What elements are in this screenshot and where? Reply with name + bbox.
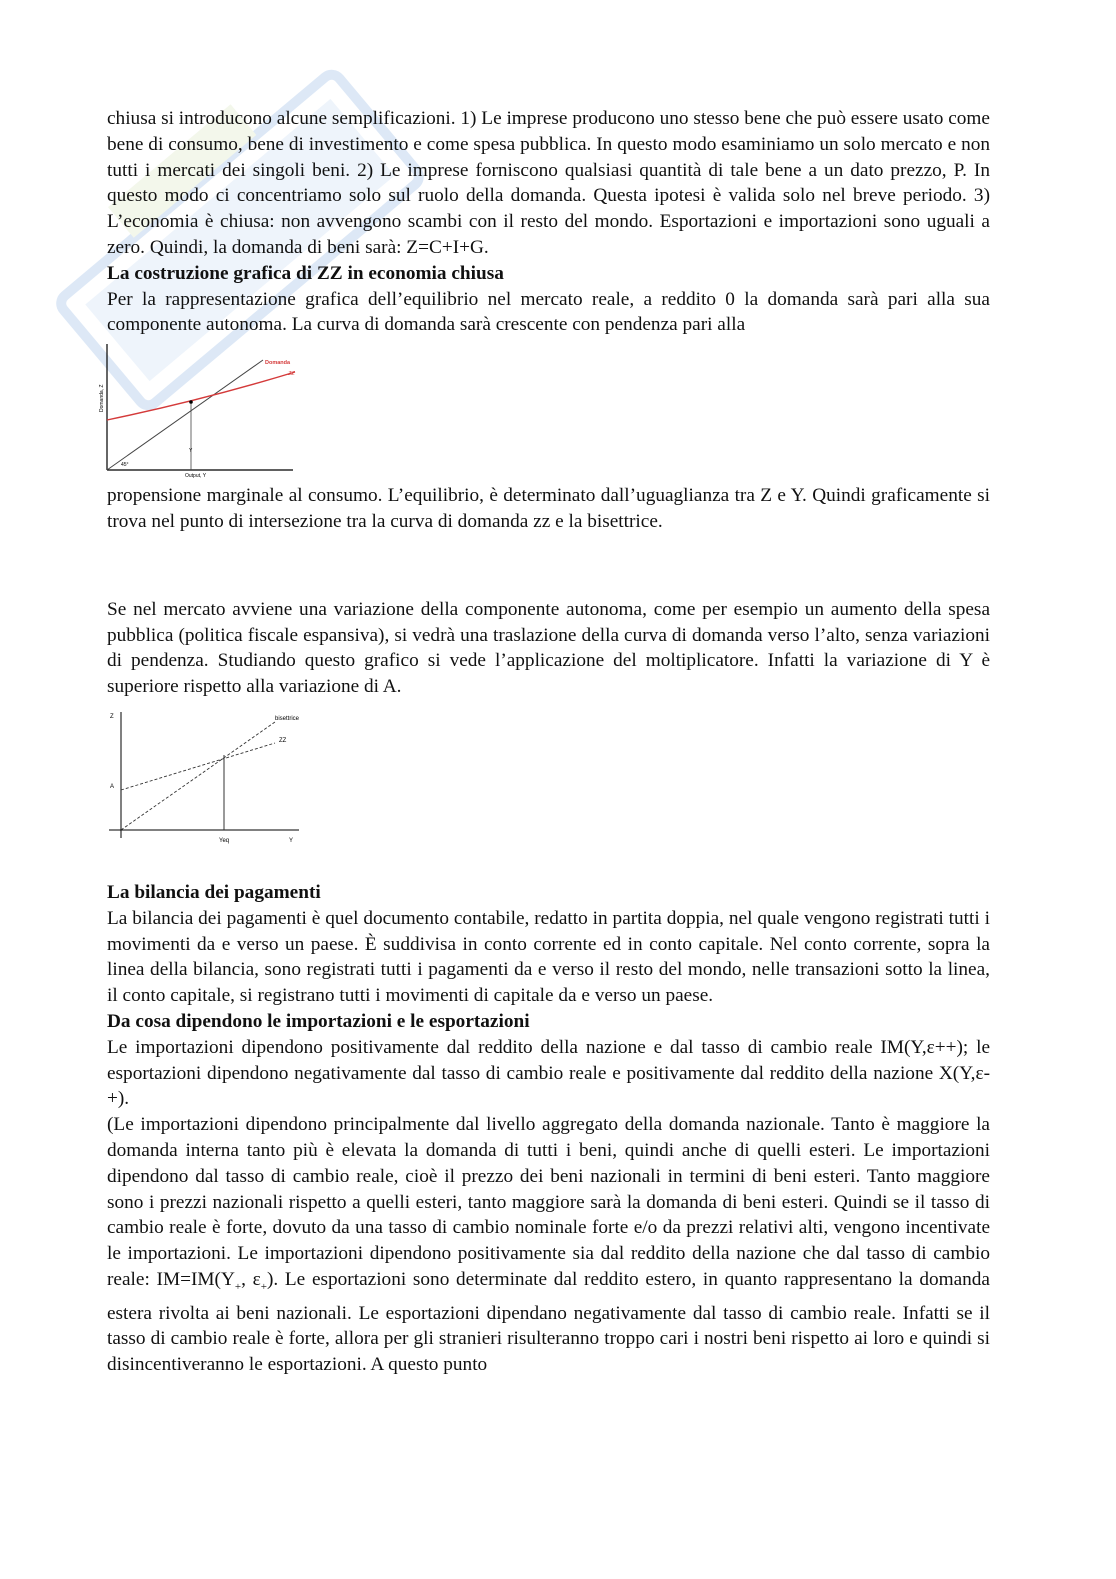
fig1-curve-label-zz: ZZ <box>288 371 295 378</box>
fig1-ylabel: Domanda, Z <box>99 384 105 413</box>
paragraph-rappresentazione: Per la rappresentazione grafica dell’equilibrio nel mercato reale, a reddito 0 la domanda sarà pari alla sua componente autonoma. La curva di domanda sarà crescente con pendenza pari alla <box>107 288 990 336</box>
document-page <box>99 106 990 1378</box>
paragraph-variazione-autonoma: Se nel mercato avviene una variazione della componente autonoma, come per esempio un aumento della spesa pubblica (politica fiscale espansiva), si vedrà una traslazione della curva di domanda verso l’alto, senza variazioni di pendenza. Studiando questo grafico si vede l’applicazione del moltiplicatore. Infatti la variazione di Y è superiore rispetto alla variazione di A. <box>107 598 990 698</box>
p7-part-b: ). Le esportazioni sono determinate dal reddito estero, in quanto rappresentano la domanda estera rivolta ai beni nazionali. Le esportazioni dipendano negativamente dal tasso di cambio reale. Infatti se il tasso di cambio reale è forte, allora per gli stranieri risulteranno troppo cari i nostri beni rispetto ai loro e quindi si disincentiveranno le esportazioni. A questo punto <box>107 1268 990 1376</box>
fig2-intercept-label: A <box>110 783 115 790</box>
p7-mid: , ε <box>241 1268 261 1290</box>
fig1-curve-label-domanda: Domanda <box>265 360 291 367</box>
fig1-xlabel: Output, Y <box>185 473 207 480</box>
fig2-eq-label: Yeq <box>219 837 230 844</box>
paragraph-bilancia: La bilancia dei pagamenti è quel documento contabile, redatto in partita doppia, nel quale vengono registrati tutti i movimenti da e verso un paese. È suddivisa in conto corrente ed in conto capitale. Nel conto corrente, sopra la linea della bilancia, sono registrati tutti i pagamenti da e verso il resto del mondo, nelle transazioni sotto la linea, il conto capitale, si registrano tutti i movimenti di capitale da e verso un paese. <box>107 907 990 1007</box>
figure-demand-zz <box>99 342 298 480</box>
heading-importazioni-esportazioni: Da cosa dipendono le importazioni e le esportazioni <box>107 1010 530 1032</box>
heading-bilancia-pagamenti: La bilancia dei pagamenti <box>107 881 321 903</box>
figure-multiplier <box>107 708 307 848</box>
fig1-equilibrium-point <box>189 400 193 404</box>
fig2-xlabel: Y <box>289 837 294 844</box>
paragraph-equilibrio: propensione marginale al consumo. L’equilibrio, è determinato dall’uguaglianza tra Z e Y. Quindi graficamente si trova nel punto di intersezione tra la curva di domanda zz e la bisettrice. <box>107 485 990 532</box>
p7-sub-y: + <box>234 1280 242 1293</box>
fig1-point-label: Y <box>189 448 193 455</box>
paragraph-semplificazioni: chiusa si introducono alcune semplificazioni. 1) Le imprese producono uno stesso bene che può essere usato come bene di consumo, bene di investimento e come spesa pubblica. In questo modo esaminiamo un solo mercato e non tutti i mercati dei singoli beni. 2) Le imprese forniscono qualsiasi quantità di tale bene a un dato prezzo, P. In questo modo ci concentriamo solo sul ruolo della domanda. Questa ipotesi è valida solo nel breve periodo. 3) L’economia è chiusa: non avvengono scambi con il resto del mondo. Esportazioni e importazioni sono uguali a zero. Quindi, la domanda di beni sarà: Z=C+I+G. <box>107 108 990 258</box>
fig2-bisector-label: bisettrice <box>275 715 300 722</box>
fig2-ylabel: Z <box>110 713 114 720</box>
paragraph-dipendenze: Le importazioni dipendono positivamente dal reddito della nazione e dal tasso di cambio reale IM(Y,ε++); le esportazioni dipendono negativamente dal tasso di cambio reale e positivamente dal reddito della nazione X(Y,ε-+). <box>107 1036 990 1110</box>
fig2-bisector-line <box>121 722 275 830</box>
fig2-zz-line <box>121 743 275 790</box>
fig1-angle-label: 45° <box>121 462 129 469</box>
heading-costruzione-zz: La costruzione grafica di ZZ in economia chiusa <box>107 262 504 284</box>
paragraph-importazioni-dettaglio <box>107 1112 990 1378</box>
fig2-zz-label: ZZ <box>279 737 287 744</box>
p7-part-a: (Le importazioni dipendono principalmente dal livello aggregato della domanda nazionale. Tanto è maggiore la domanda interna tanto più è elevata la domanda di tutti i beni, quindi anche di quelli esteri. Le importazioni dipendono dal tasso di cambio reale, cioè il prezzo dei beni nazionali in termini di beni esteri. Tanto maggiore sono i prezzi nazionali rispetto a quelli esteri, tanto maggiore sarà la domanda di beni esteri. Quindi se il tasso di cambio reale è forte, dovuto da una tasso di cambio nominale forte e/o da prezzi relativi alti, vengono incentivate le importazioni. Le importazioni dipendono positivamente sia dal reddito della nazione che dal tasso di cambio reale: IM=IM(Y <box>107 1114 990 1290</box>
p7-sub-eps: + <box>260 1280 267 1293</box>
fig1-demand-curve <box>107 372 295 420</box>
